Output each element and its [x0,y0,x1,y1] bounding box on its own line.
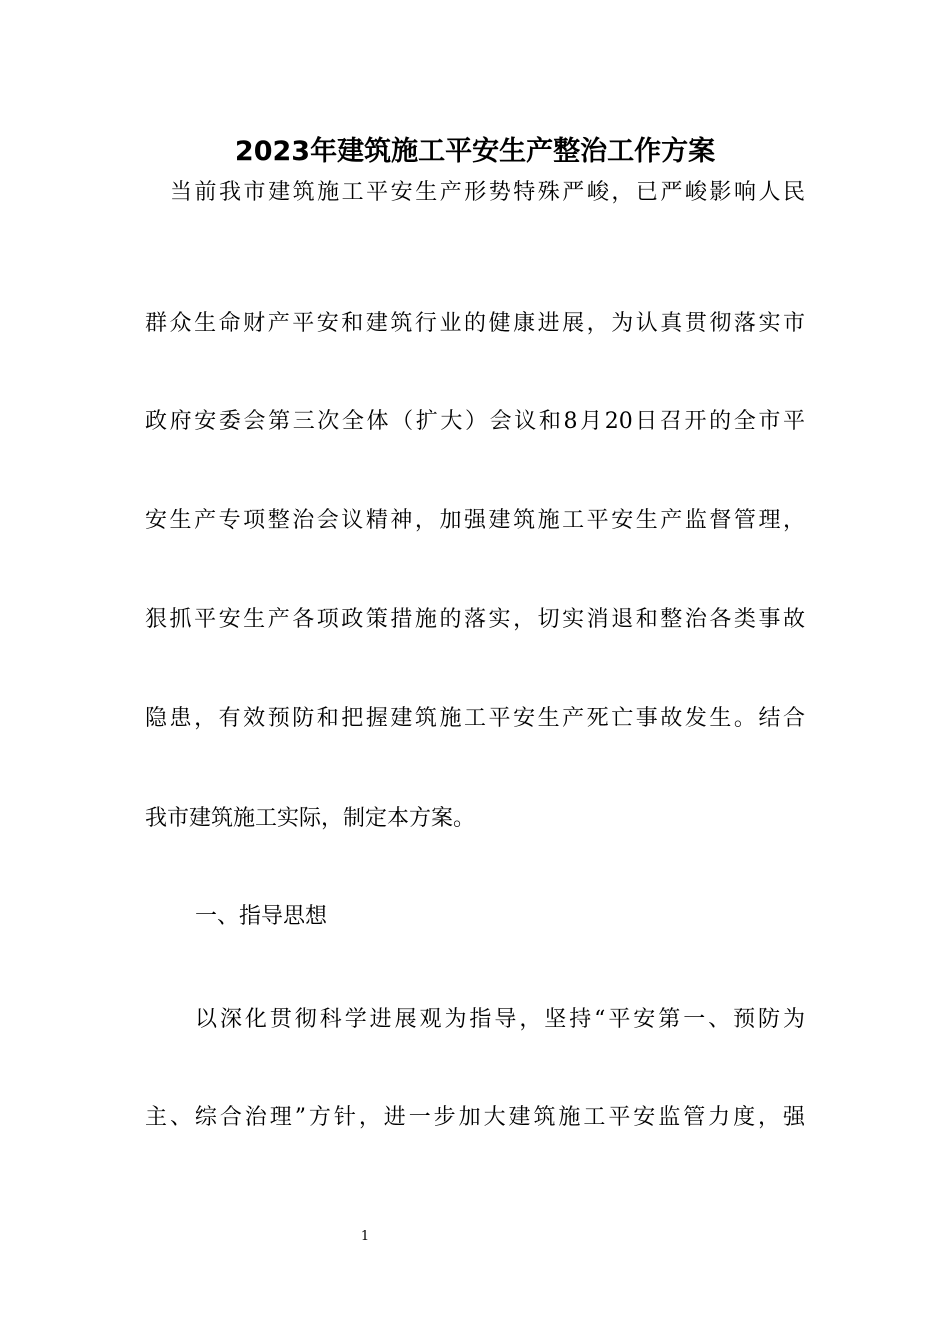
document-title: 2023年建筑施工平安生产整治工作方案 [234,136,716,167]
section-heading: 一、指导思想 [195,904,328,929]
paragraph-line: 安生产专项整治会议精神，加强建筑施工平安生产监督管理， [145,508,805,533]
paragraph-line: 主、综合治理”方针，进一步加大建筑施工平安监管力度，强 [145,1105,805,1130]
paragraph-line: 以深化贯彻科学进展观为指导，坚持“平安第一、预防为 [195,1007,805,1032]
paragraph-line: 群众生命财产平安和建筑行业的健康进展，为认真贯彻落实市 [145,311,805,336]
paragraph-line: 当前我市建筑施工平安生产形势特殊严峻，已严峻影响人民 [170,180,805,205]
page-number: 1 [360,1229,370,1244]
paragraph-line: 政府安委会第三次全体（扩大）会议和8月20日召开的全市平 [145,409,805,434]
paragraph-line: 隐患，有效预防和把握建筑施工平安生产死亡事故发生。结合 [145,706,805,731]
paragraph-line: 我市建筑施工实际，制定本方案。 [145,806,476,831]
paragraph-line: 狠抓平安生产各项政策措施的落实，切实消退和整治各类事故 [145,607,805,632]
